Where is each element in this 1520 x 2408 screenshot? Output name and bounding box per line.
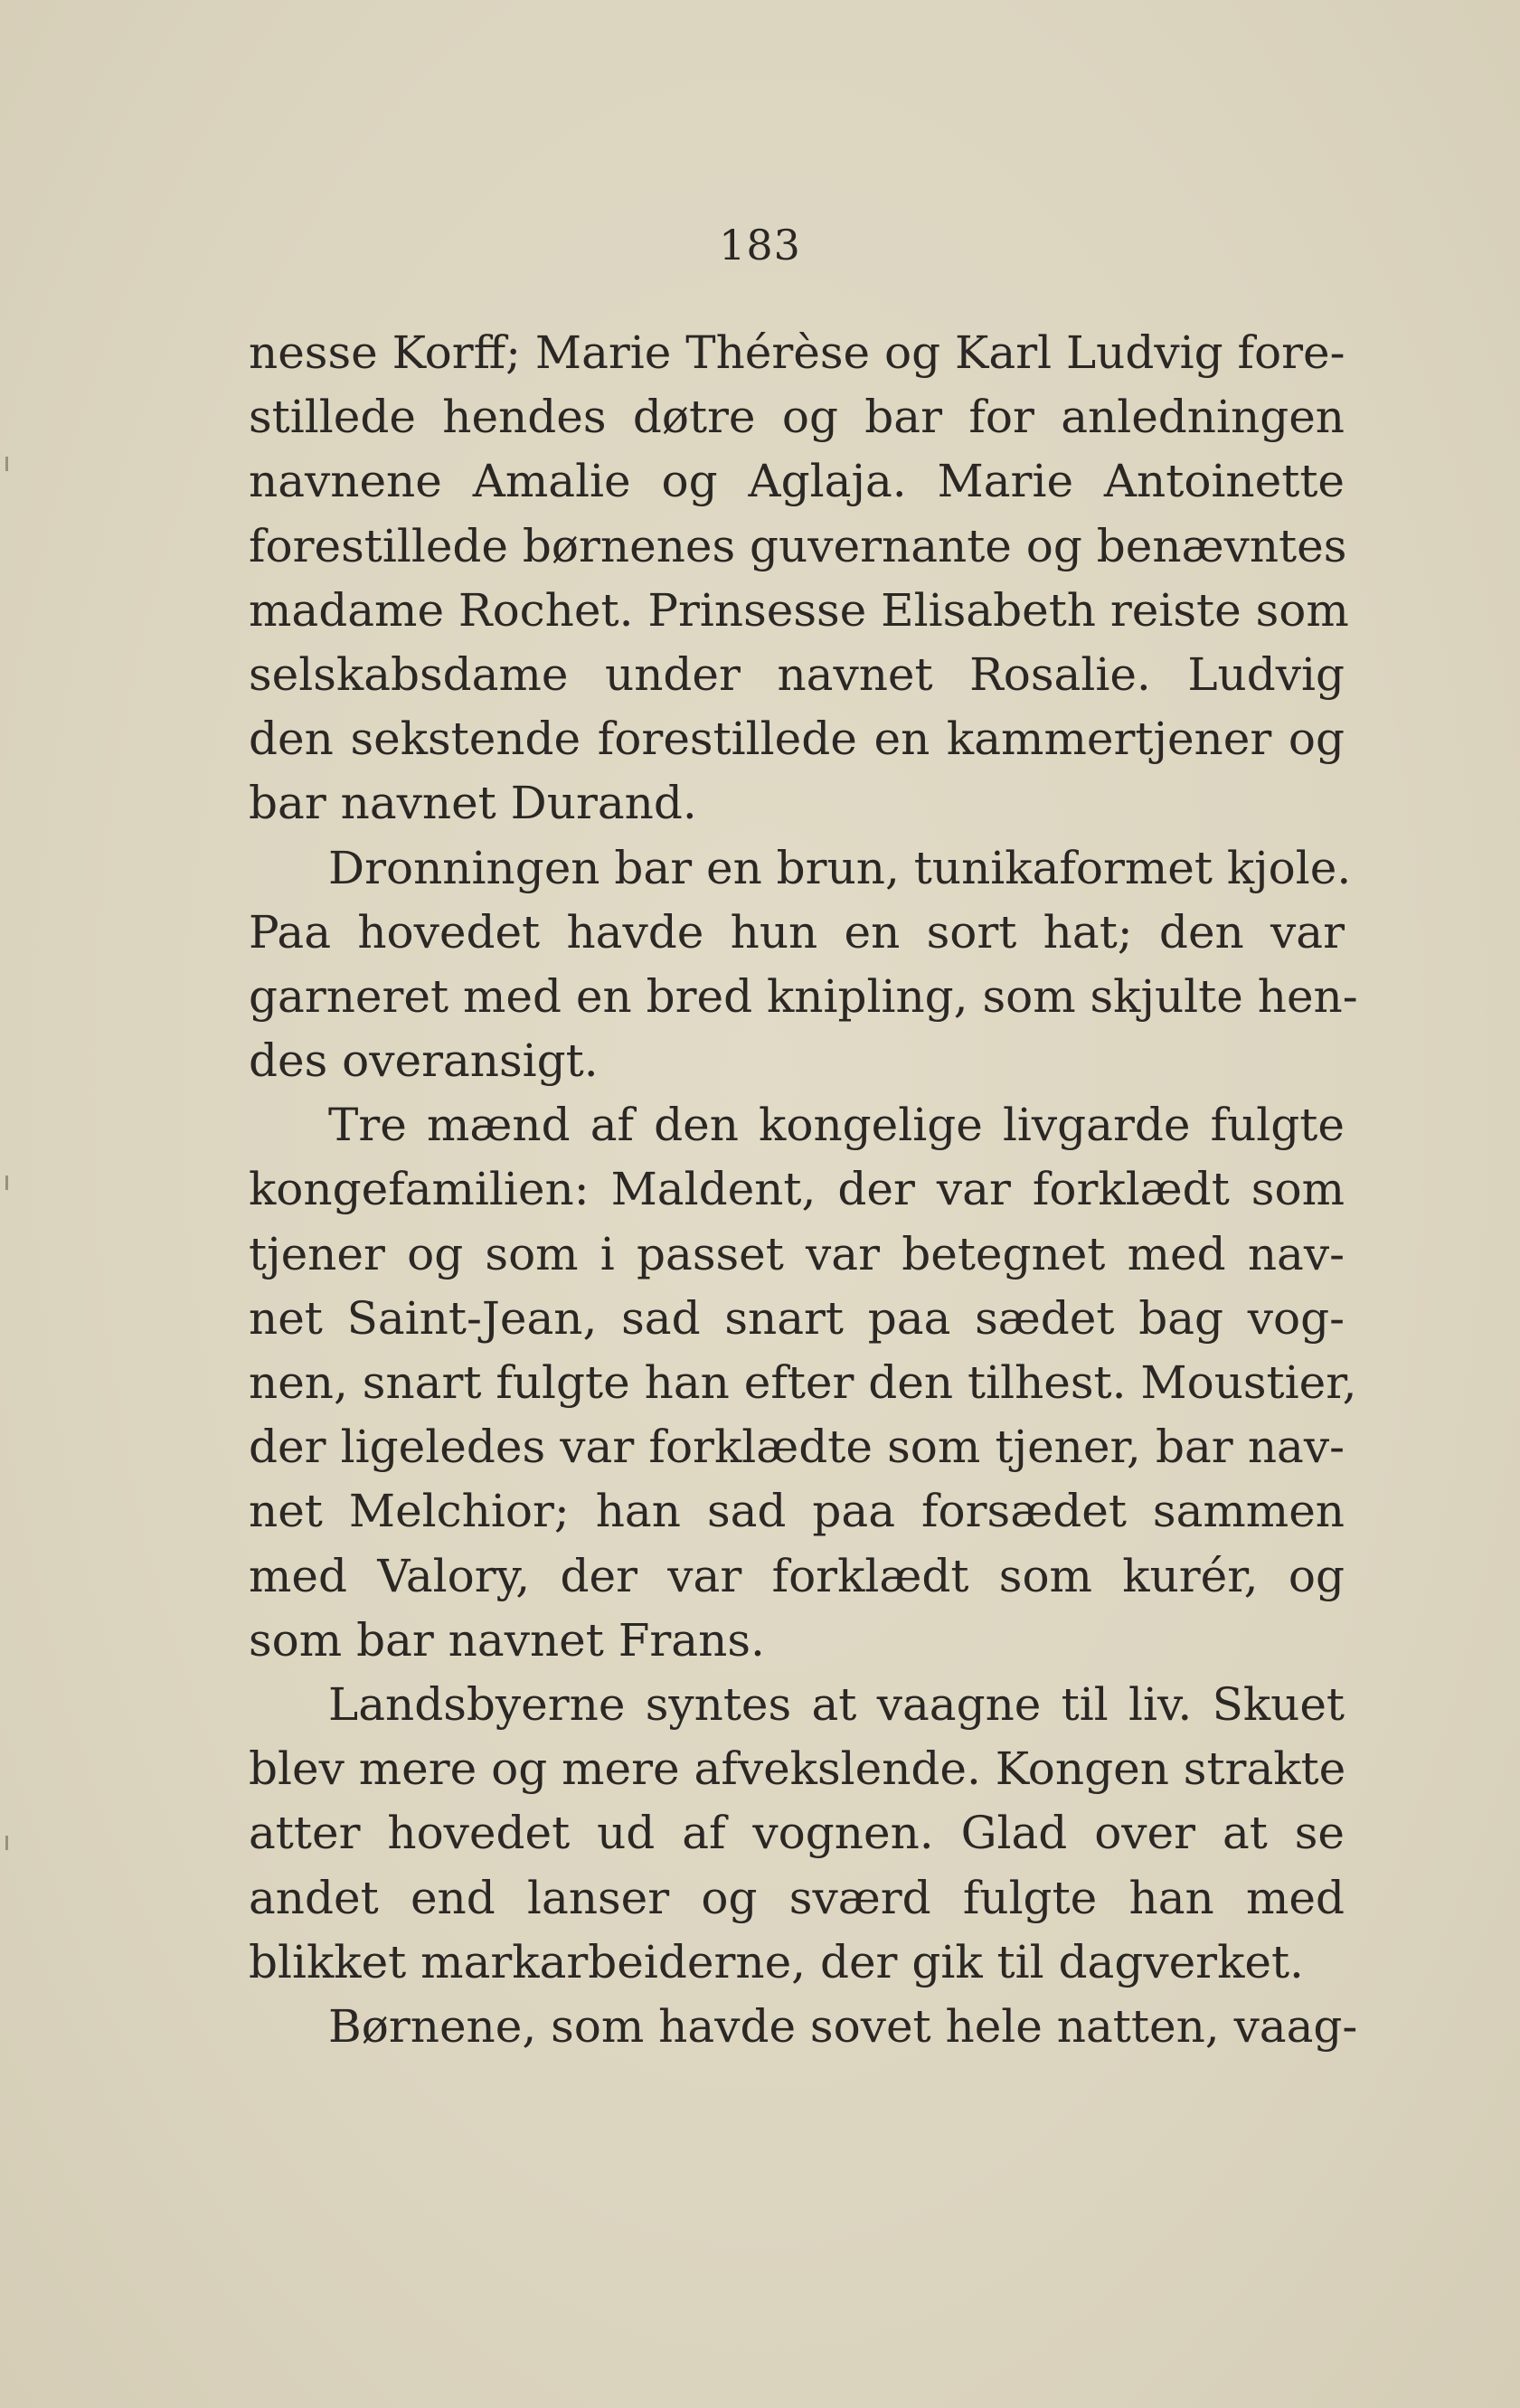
text-line: Dronningen bar en brun, tunikaformet kjole. bbox=[328, 841, 1352, 894]
text-line: tjener og som i passet var betegnet med nav- bbox=[249, 1227, 1345, 1280]
text-line: selskabsdame under navnet Rosalie. Ludvig bbox=[249, 647, 1345, 701]
text-line: bar navnet Durand. bbox=[249, 777, 697, 830]
text-line: forestillede børnenes guvernante og benævntes bbox=[249, 519, 1347, 572]
text-line: kongefamilien: Maldent, der var forklædt som bbox=[249, 1163, 1345, 1216]
text-line: nen, snart fulgte han efter den tilhest. Moustier, bbox=[249, 1356, 1357, 1409]
text-line: stillede hendes døtre og bar for anledningen bbox=[249, 391, 1345, 444]
text-line: med Valory, der var forklædt som kurér, og bbox=[249, 1549, 1345, 1602]
text-line: Tre mænd af den kongelige livgarde fulgte bbox=[328, 1099, 1345, 1152]
text-line: net Melchior; han sad paa forsædet sammen bbox=[249, 1485, 1345, 1538]
text-line: blev mere og mere afvekslende. Kongen strakte bbox=[249, 1742, 1346, 1796]
text-line: Børnene, som havde sovet hele natten, vaag- bbox=[328, 1999, 1358, 2053]
text-line: nesse Korff; Marie Thérèse og Karl Ludvig fore- bbox=[249, 326, 1345, 379]
text-line: andet end lanser og sværd fulgte han med bbox=[249, 1871, 1345, 1924]
page-number: 183 bbox=[719, 221, 801, 269]
text-line: madame Rochet. Prinsesse Elisabeth reiste som bbox=[249, 583, 1349, 637]
margin-mark bbox=[5, 457, 8, 471]
text-line: Paa hovedet havde hun en sort hat; den var bbox=[249, 905, 1345, 958]
text-line: blikket markarbeiderne, der gik til dagverket. bbox=[249, 1935, 1304, 1988]
text-line: net Saint-Jean, sad snart paa sædet bag vog- bbox=[249, 1291, 1345, 1345]
text-line: navnene Amalie og Aglaja. Marie Antoinette bbox=[249, 455, 1345, 508]
margin-mark bbox=[5, 1836, 8, 1850]
text-line: atter hovedet ud af vognen. Glad over at se bbox=[249, 1807, 1345, 1860]
text-line: Landsbyerne syntes at vaagne til liv. Skuet bbox=[328, 1677, 1345, 1731]
text-line: der ligeledes var forklædte som tjener, bar nav- bbox=[249, 1421, 1345, 1474]
text-line: den sekstende forestillede en kammertjener og bbox=[249, 713, 1345, 766]
text-line: garneret med en bred knipling, som skjulte hen- bbox=[249, 969, 1358, 1023]
body-text bbox=[249, 321, 1358, 2059]
text-line: som bar navnet Frans. bbox=[249, 1613, 765, 1667]
margin-mark bbox=[5, 1176, 8, 1190]
text-line: des overansigt. bbox=[249, 1034, 599, 1088]
